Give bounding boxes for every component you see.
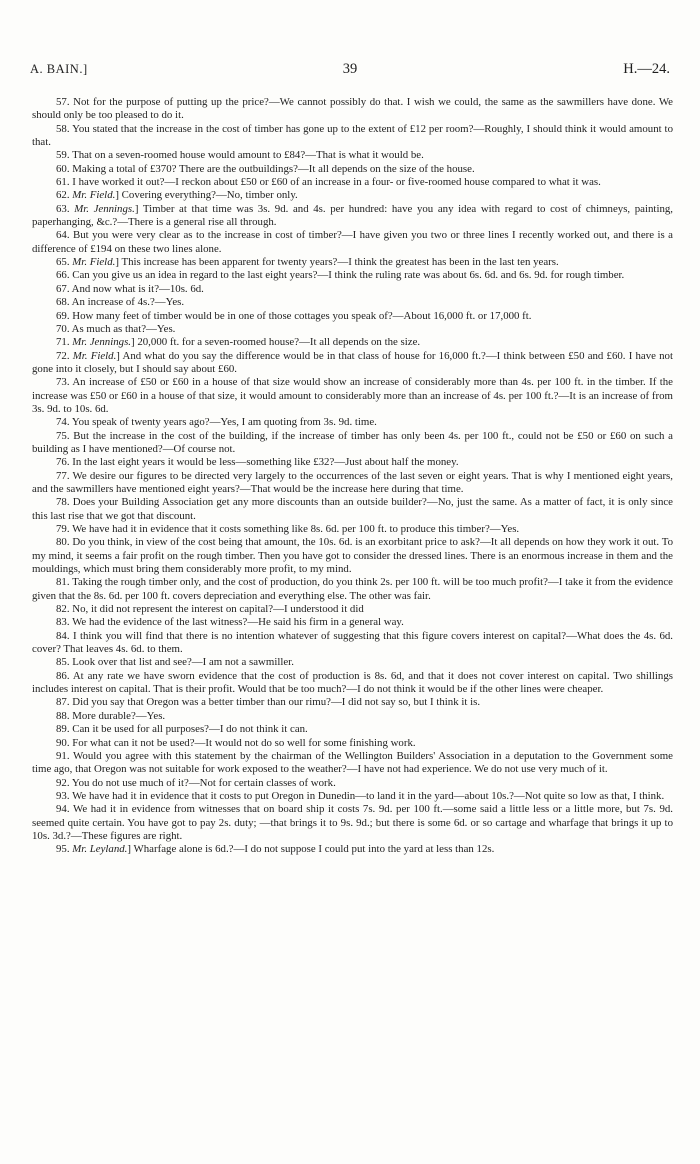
testimony-paragraph [32, 603, 673, 616]
paragraph-text: 75. But the increase in the cost of the building, if the increase of timber has only been 4s. per 100 ft., could not be £50 or £60 on such a building as I have mentioned?—Of course not. [32, 429, 673, 455]
testimony-paragraph [32, 670, 673, 697]
paragraph-text: 89. Can it be used for all purposes?—I do not think it can. [56, 723, 308, 736]
testimony-paragraph [32, 656, 673, 669]
testimony-paragraph [32, 163, 673, 176]
paragraph-text: 85. Look over that list and see?—I am not a sawmiller. [56, 656, 294, 669]
speaker-name: Mr. Jennings. [74, 202, 135, 215]
paragraph-text: 73. An increase of £50 or £60 in a house of that size would show an increase of considerably more than 4s. per 100 ft. in the timber. If the increase was £50 or £60 in a house of that size, it would amount to considerably more than an increase of 4s. per 100 ft.?—It is an increase of from 3s. 9d. to 10s. 6d. [32, 376, 673, 415]
testimony-paragraph [32, 283, 673, 296]
paragraph-text: 20,000 ft. for a seven-roomed house?—It all depends on the size. [134, 336, 421, 349]
testimony-paragraph [32, 536, 673, 576]
speaker-name: Mr. Jennings. [72, 336, 131, 349]
witness-name: A. BAIN.] [30, 62, 88, 76]
paragraph-text: 61. I have worked it out?—I reckon about £50 or £60 of an increase in a four- or five-roomed house compared to what it was. [56, 176, 601, 189]
paragraph-text: 79. We have had it in evidence that it costs something like 8s. 6d. per 100 ft. to produce this timber?—Yes. [56, 523, 520, 535]
testimony-paragraph [32, 470, 673, 497]
testimony-paragraph [32, 630, 673, 657]
testimony-paragraph: 65. Mr. Field.] This increase has been apparent for twenty years?—I think the greatest has been in the last ten years. [56, 256, 559, 269]
paragraph-text: 77. We desire our figures to be directed very largely to the occurrences of the last seven or eight years. That is why I mentioned eight years, and the sawmillers have mentioned eight years?—That would be the increase here during that time. [32, 469, 673, 495]
question-number: 63. [56, 202, 75, 215]
question-number: 72. [56, 349, 73, 362]
testimony-paragraph [32, 750, 673, 777]
paragraph-text: 59. That on a seven-roomed house would amount to £84?—That is what it would be. [56, 149, 424, 162]
paragraph-text: And what do you say the difference would be in that class of house for 16,000 ft.?—I think between £50 and £60. I have not gone into it closely, but I should say about £60. [32, 349, 673, 375]
paragraph-text: This increase has been apparent for twenty years?—I think the greatest has been in the last ten years. [118, 256, 559, 269]
paragraph-text: 93. We have had it in evidence that it costs to put Oregon in Dunedin—to land it in the yard—about 10s.?—Not quite so low as that, I think. [56, 789, 665, 802]
page-number: 39 [342, 61, 358, 77]
paragraph-text: Wharfage alone is 6d.?—I do not suppose I could put into the yard at less than 12s. [131, 843, 495, 856]
testimony-paragraph [32, 777, 673, 790]
testimony-paragraph [32, 229, 673, 256]
testimony-paragraph [32, 616, 673, 629]
testimony-paragraph [32, 323, 673, 336]
testimony-paragraph [32, 149, 673, 162]
testimony-paragraph [32, 496, 673, 523]
paragraph-text: 76. In the last eight years it would be less—something like £32?—Just about half the money. [56, 456, 459, 469]
testimony-paragraph [32, 576, 673, 603]
testimony-paragraph: 72. Mr. Field.] And what do you say the difference would be in that class of house for 16,000 ft.?—I think between £50 and £60. I have not gone into it closely, but I should say about £60. [32, 349, 673, 375]
paragraph-text: 90. For what can it not be used?—It would not do so well for some finishing work. [56, 736, 416, 749]
question-number: 65. [56, 256, 73, 269]
testimony-paragraph [32, 696, 673, 709]
testimony-paragraph [32, 310, 673, 323]
testimony-paragraph: 71. Mr. Jennings.] 20,000 ft. for a seven-roomed house?—It all depends on the size. [56, 336, 421, 349]
paragraph-text: 60. Making a total of £370? There are the outbuildings?—It all depends on the size of the house. [56, 162, 475, 175]
testimony-paragraph: 62. Mr. Field.] Covering everything?—No, timber only. [56, 189, 298, 202]
paragraph-text: 70. As much as that?—Yes. [56, 322, 176, 335]
paragraph-text: 81. Taking the rough timber only, and the cost of production, do you think 2s. per 100 ft. will be too much profit?—I take it from the evidence given that the 8s. 6d. per 100 ft. covers depreciation and everything else. The other was fair. [32, 576, 673, 602]
speaker-name: Mr. Field. [72, 256, 116, 269]
paragraph-text: 69. How many feet of timber would be in one of those cottages you speak of?—About 16,000 ft. or 17,000 ft. [56, 309, 532, 322]
paragraph-text: 58. You stated that the increase in the cost of timber has gone up to the extent of £12 per room?—Roughly, I should think it would amount to that. [32, 122, 673, 149]
paragraph-text: 91. Would you agree with this statement by the chairman of the Wellington Builders' Association in a deputation to the Government some time ago, that Oregon was not suitable for work exposed to the weather?—I have not had experience. We do not use very much of it. [32, 749, 673, 776]
testimony-paragraph [32, 723, 673, 736]
paragraph-text: 80. Do you think, in view of the cost being that amount, the 10s. 6d. is an exorbitant price to ask?—It all depends on how they work it out. To my mind, it seems a fair profit on the rough timber. Then you have got to consider the dressed lines. There is an enormous increase in them and the mouldings, which must bring them considerably more profit, to my mind. [32, 536, 673, 576]
testimony-paragraph [32, 296, 673, 309]
testimony-paragraph [32, 96, 673, 123]
speaker-name: Mr. Leyland. [72, 843, 128, 856]
question-number: 62. [56, 189, 73, 202]
testimony-paragraph: 63. Mr. Jennings.] Timber at that time was 3s. 9d. and 4s. per hundred: have you any idea with regard to cost of chimneys, painting, paperhanging, &c.?—There is a general rise all through. [32, 202, 674, 229]
testimony-paragraph [32, 176, 673, 189]
paragraph-text: 66. Can you give us an idea in regard to the last eight years?—I think the ruling rate was about 6s. 6d. and 6s. 9d. for rough timber. [56, 269, 625, 282]
paragraph-text: 86. At any rate we have sworn evidence that the cost of production is 8s. 6d, and that it does not cover interest on capital. Two shillings includes interest on capital. That is their profit. Would that be too much?—I do not think it would be if the other lines were cheaper. [32, 669, 673, 696]
document-reference: H.—24. [623, 61, 670, 77]
paragraph-text: 67. And now what is it?—10s. 6d. [56, 282, 204, 295]
paragraph-text: 82. No, it did not represent the interest on capital?—I understood it did [56, 603, 364, 616]
paragraph-text: 64. But you were very clear as to the increase in cost of timber?—I have given you two or three lines I recently worked out, and there is a difference of £194 on these two lines alone. [32, 229, 673, 255]
paragraph-text: 83. We had the evidence of the last witness?—He said his firm in a general way. [56, 616, 404, 629]
paragraph-text: 84. I think you will find that there is no intention whatever of suggesting that this figure covers interest on capital?—What does the 4s. 6d. cover? That leaves 4s. 6d. to them. [32, 629, 673, 656]
paragraph-text: 87. Did you say that Oregon was a better timber than our rimu?—I did not say so, but I think it is. [56, 696, 481, 709]
paragraph-text: 68. An increase of 4s.?—Yes. [56, 296, 185, 309]
page-header [30, 62, 670, 82]
speaker-name: Mr. Field. [72, 189, 116, 202]
paragraph-text: 57. Not for the purpose of putting up the price?—We cannot possibly do that. I wish we could, the same as the sawmillers have done. We should only be too pleased to do it. [32, 96, 673, 122]
testimony-paragraph [32, 710, 673, 723]
testimony-paragraph [32, 803, 673, 843]
speaker-name: Mr. Field. [72, 349, 117, 362]
paragraph-text: 78. Does your Building Association get any more discounts than an outside builder?—No, just the same. As a matter of fact, it is only since this last rise that we got that discount. [32, 496, 673, 522]
testimony-paragraph [32, 790, 673, 803]
paragraph-text: 92. You do not use much of it?—Not for certain classes of work. [56, 776, 336, 789]
testimony-paragraph [32, 416, 673, 429]
testimony-paragraph [32, 523, 673, 536]
testimony-paragraph [32, 269, 673, 282]
testimony-paragraph [32, 376, 673, 416]
testimony-body [32, 96, 673, 857]
testimony-paragraph: 95. Mr. Leyland.] Wharfage alone is 6d.?—I do not suppose I could put into the yard at less than 12s. [56, 843, 495, 856]
paragraph-text: 88. More durable?—Yes. [56, 709, 166, 722]
question-number: 71. [56, 336, 73, 349]
paragraph-text: Timber at that time was 3s. 9d. and 4s. per hundred: have you any idea with regard to cost of chimneys, painting, paperhanging, &c.?—There is a general rise all through. [32, 202, 674, 229]
testimony-paragraph [32, 737, 673, 750]
testimony-paragraph [32, 430, 673, 457]
question-number: 95. [56, 843, 73, 856]
paragraph-text: 74. You speak of twenty years ago?—Yes, I am quoting from 3s. 9d. time. [56, 416, 377, 429]
testimony-paragraph [32, 456, 673, 469]
paragraph-text: 94. We had it in evidence from witnesses that on board ship it costs 7s. 9d. per 100 ft.—some said a little less or a little more, but 7s. 9d. seemed quite certain. You have got to pay 2s. duty; —that brings it to 9s. 9d.; but there is some 6d. or so cartage and wharfage that brings it up to 10s. 3d.?—These figures are right. [32, 803, 673, 842]
testimony-paragraph [32, 123, 673, 150]
paragraph-text: Covering everything?—No, timber only. [118, 189, 298, 202]
